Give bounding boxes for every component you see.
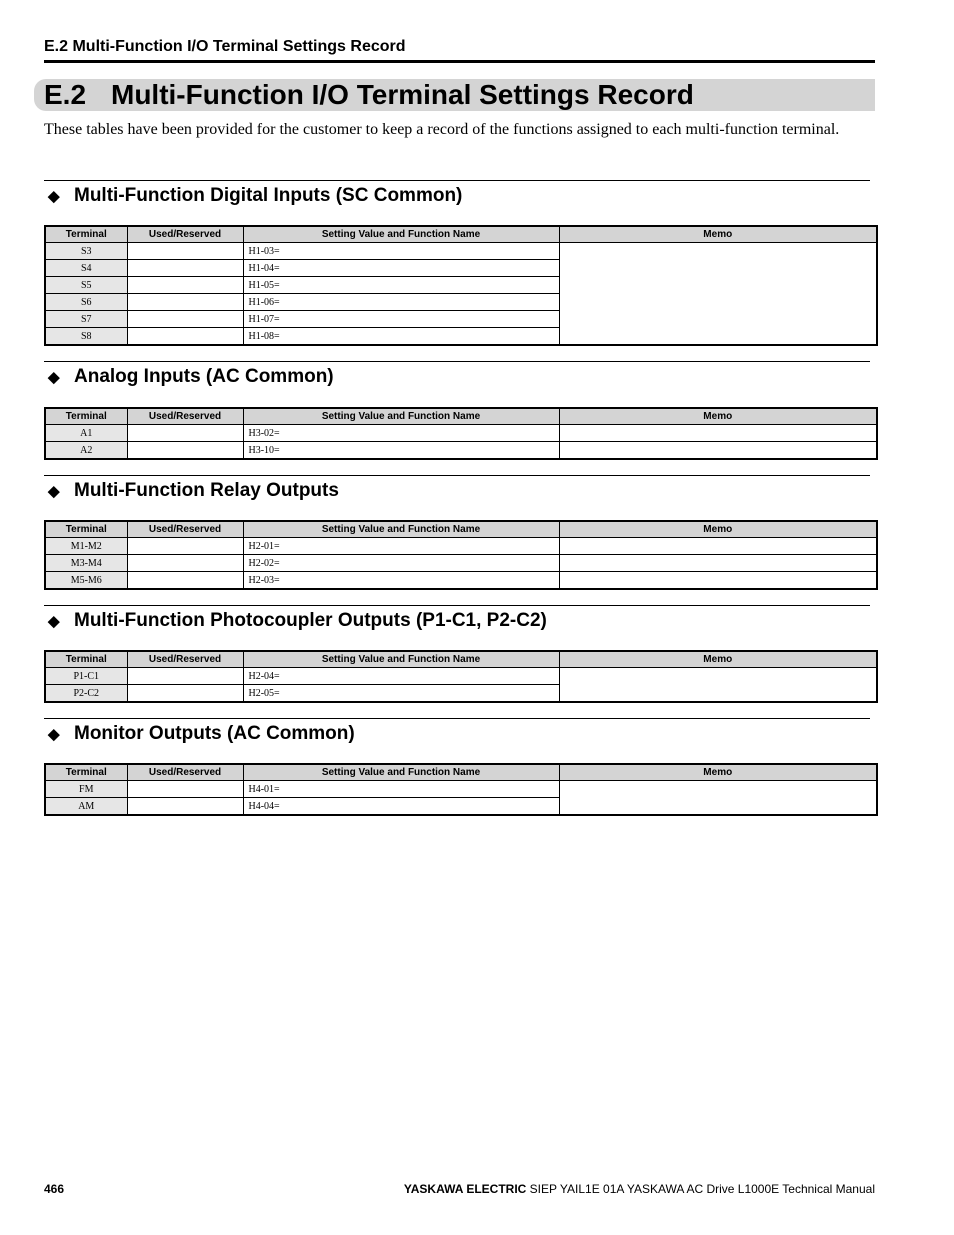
table-row xyxy=(45,668,877,685)
header-setting: Setting Value and Function Name xyxy=(243,651,559,668)
header-used-reserved: Used/Reserved xyxy=(127,651,243,668)
used-reserved-cell[interactable] xyxy=(127,685,243,703)
header-terminal: Terminal xyxy=(45,226,127,243)
used-reserved-cell[interactable] xyxy=(127,442,243,460)
used-reserved-cell[interactable] xyxy=(127,781,243,798)
relay-outputs-table xyxy=(44,520,878,590)
used-reserved-cell[interactable] xyxy=(127,260,243,277)
terminal-cell: S7 xyxy=(45,311,127,328)
page-title: Multi-Function I/O Terminal Settings Record xyxy=(111,79,694,110)
header-setting: Setting Value and Function Name xyxy=(243,408,559,425)
used-reserved-cell[interactable] xyxy=(127,425,243,442)
header-terminal: Terminal xyxy=(45,521,127,538)
memo-cell[interactable] xyxy=(559,668,877,703)
used-reserved-cell[interactable] xyxy=(127,798,243,816)
used-reserved-cell[interactable] xyxy=(127,294,243,311)
memo-cell[interactable] xyxy=(559,781,877,816)
header-memo: Memo xyxy=(559,408,877,425)
section-heading xyxy=(48,478,339,504)
used-reserved-cell[interactable] xyxy=(127,668,243,685)
table-header-row xyxy=(45,651,877,668)
table-row xyxy=(45,425,877,442)
setting-cell[interactable]: H2-04= xyxy=(243,668,559,685)
header-setting: Setting Value and Function Name xyxy=(243,521,559,538)
header-terminal: Terminal xyxy=(45,408,127,425)
setting-cell[interactable]: H2-02= xyxy=(243,555,559,572)
section-heading-text: Analog Inputs (AC Common) xyxy=(74,366,334,387)
terminal-cell: AM xyxy=(45,798,127,816)
terminal-cell: S6 xyxy=(45,294,127,311)
terminal-cell: A2 xyxy=(45,442,127,460)
terminal-cell: M3-M4 xyxy=(45,555,127,572)
terminal-cell: S8 xyxy=(45,328,127,346)
footer-doc-title: SIEP YAIL1E 01A YASKAWA AC Drive L1000E Technical Manual xyxy=(529,1182,875,1196)
section-rule xyxy=(44,475,870,476)
header-setting: Setting Value and Function Name xyxy=(243,226,559,243)
terminal-cell: M1-M2 xyxy=(45,538,127,555)
header-used-reserved: Used/Reserved xyxy=(127,226,243,243)
intro-paragraph: These tables have been provided for the customer to keep a record of the functions assigned to each multi-function terminal. xyxy=(44,121,840,138)
section-heading xyxy=(48,721,355,747)
page-number: 466 xyxy=(44,1182,65,1196)
section-heading-text: Multi-Function Relay Outputs xyxy=(74,480,339,501)
section-title-band xyxy=(34,79,875,111)
section-number: E.2 xyxy=(44,79,87,110)
footer-doc-info xyxy=(404,1182,875,1196)
header-memo: Memo xyxy=(559,651,877,668)
setting-cell[interactable]: H1-03= xyxy=(243,243,559,260)
setting-cell[interactable]: H3-02= xyxy=(243,425,559,442)
setting-cell[interactable]: H2-01= xyxy=(243,538,559,555)
diamond-bullet-icon: ◆ xyxy=(48,369,60,386)
setting-cell[interactable]: H4-01= xyxy=(243,781,559,798)
header-used-reserved: Used/Reserved xyxy=(127,764,243,781)
setting-cell[interactable]: H3-10= xyxy=(243,442,559,460)
header-memo: Memo xyxy=(559,521,877,538)
section-heading-text: Monitor Outputs (AC Common) xyxy=(74,723,355,744)
analog-inputs-table xyxy=(44,407,878,460)
used-reserved-cell[interactable] xyxy=(127,277,243,294)
used-reserved-cell[interactable] xyxy=(127,555,243,572)
diamond-bullet-icon: ◆ xyxy=(48,483,60,500)
table-row xyxy=(45,442,877,460)
setting-cell[interactable]: H2-05= xyxy=(243,685,559,703)
table-header-row xyxy=(45,408,877,425)
running-header: E.2 Multi-Function I/O Terminal Settings Record xyxy=(44,38,406,55)
terminal-cell: S3 xyxy=(45,243,127,260)
header-used-reserved: Used/Reserved xyxy=(127,408,243,425)
section-heading-text: Multi-Function Digital Inputs (SC Common) xyxy=(74,185,463,206)
terminal-cell: FM xyxy=(45,781,127,798)
table-row xyxy=(45,538,877,555)
memo-cell[interactable] xyxy=(559,243,877,346)
terminal-cell: P1-C1 xyxy=(45,668,127,685)
monitor-outputs-table xyxy=(44,763,878,816)
footer-brand: YASKAWA ELECTRIC xyxy=(403,1182,527,1196)
section-rule xyxy=(44,180,870,181)
header-terminal: Terminal xyxy=(45,764,127,781)
memo-cell[interactable] xyxy=(559,555,877,572)
table-header-row xyxy=(45,521,877,538)
header-rule xyxy=(44,60,875,63)
header-memo: Memo xyxy=(559,226,877,243)
table-row xyxy=(45,781,877,798)
section-rule xyxy=(44,605,870,606)
section-heading-text: Multi-Function Photocoupler Outputs (P1-C1, P2-C2) xyxy=(74,610,547,631)
terminal-cell: M5-M6 xyxy=(45,572,127,590)
header-used-reserved: Used/Reserved xyxy=(127,521,243,538)
digital-inputs-table xyxy=(44,225,878,346)
setting-cell[interactable]: H2-03= xyxy=(243,572,559,590)
section-rule xyxy=(44,361,870,362)
diamond-bullet-icon: ◆ xyxy=(48,188,60,205)
used-reserved-cell[interactable] xyxy=(127,538,243,555)
terminal-cell: S4 xyxy=(45,260,127,277)
used-reserved-cell[interactable] xyxy=(127,572,243,590)
setting-cell[interactable]: H1-06= xyxy=(243,294,559,311)
used-reserved-cell[interactable] xyxy=(127,328,243,346)
table-row xyxy=(45,555,877,572)
table-header-row xyxy=(45,764,877,781)
terminal-cell: P2-C2 xyxy=(45,685,127,703)
header-terminal: Terminal xyxy=(45,651,127,668)
section-heading xyxy=(48,364,334,390)
section-rule xyxy=(44,718,870,719)
setting-cell[interactable]: H4-04= xyxy=(243,798,559,816)
used-reserved-cell[interactable] xyxy=(127,243,243,260)
table-row xyxy=(45,572,877,590)
setting-cell[interactable]: H1-08= xyxy=(243,328,559,346)
header-memo: Memo xyxy=(559,764,877,781)
setting-cell[interactable]: H1-07= xyxy=(243,311,559,328)
memo-cell[interactable] xyxy=(559,572,877,590)
diamond-bullet-icon: ◆ xyxy=(48,613,60,630)
section-heading xyxy=(48,608,547,634)
memo-cell[interactable] xyxy=(559,442,877,460)
setting-cell[interactable]: H1-04= xyxy=(243,260,559,277)
used-reserved-cell[interactable] xyxy=(127,311,243,328)
diamond-bullet-icon: ◆ xyxy=(48,726,60,743)
terminal-cell: S5 xyxy=(45,277,127,294)
memo-cell[interactable] xyxy=(559,538,877,555)
header-setting: Setting Value and Function Name xyxy=(243,764,559,781)
table-header-row xyxy=(45,226,877,243)
photocoupler-outputs-table xyxy=(44,650,878,703)
setting-cell[interactable]: H1-05= xyxy=(243,277,559,294)
table-row xyxy=(45,243,877,260)
terminal-cell: A1 xyxy=(45,425,127,442)
memo-cell[interactable] xyxy=(559,425,877,442)
section-heading xyxy=(48,183,462,209)
